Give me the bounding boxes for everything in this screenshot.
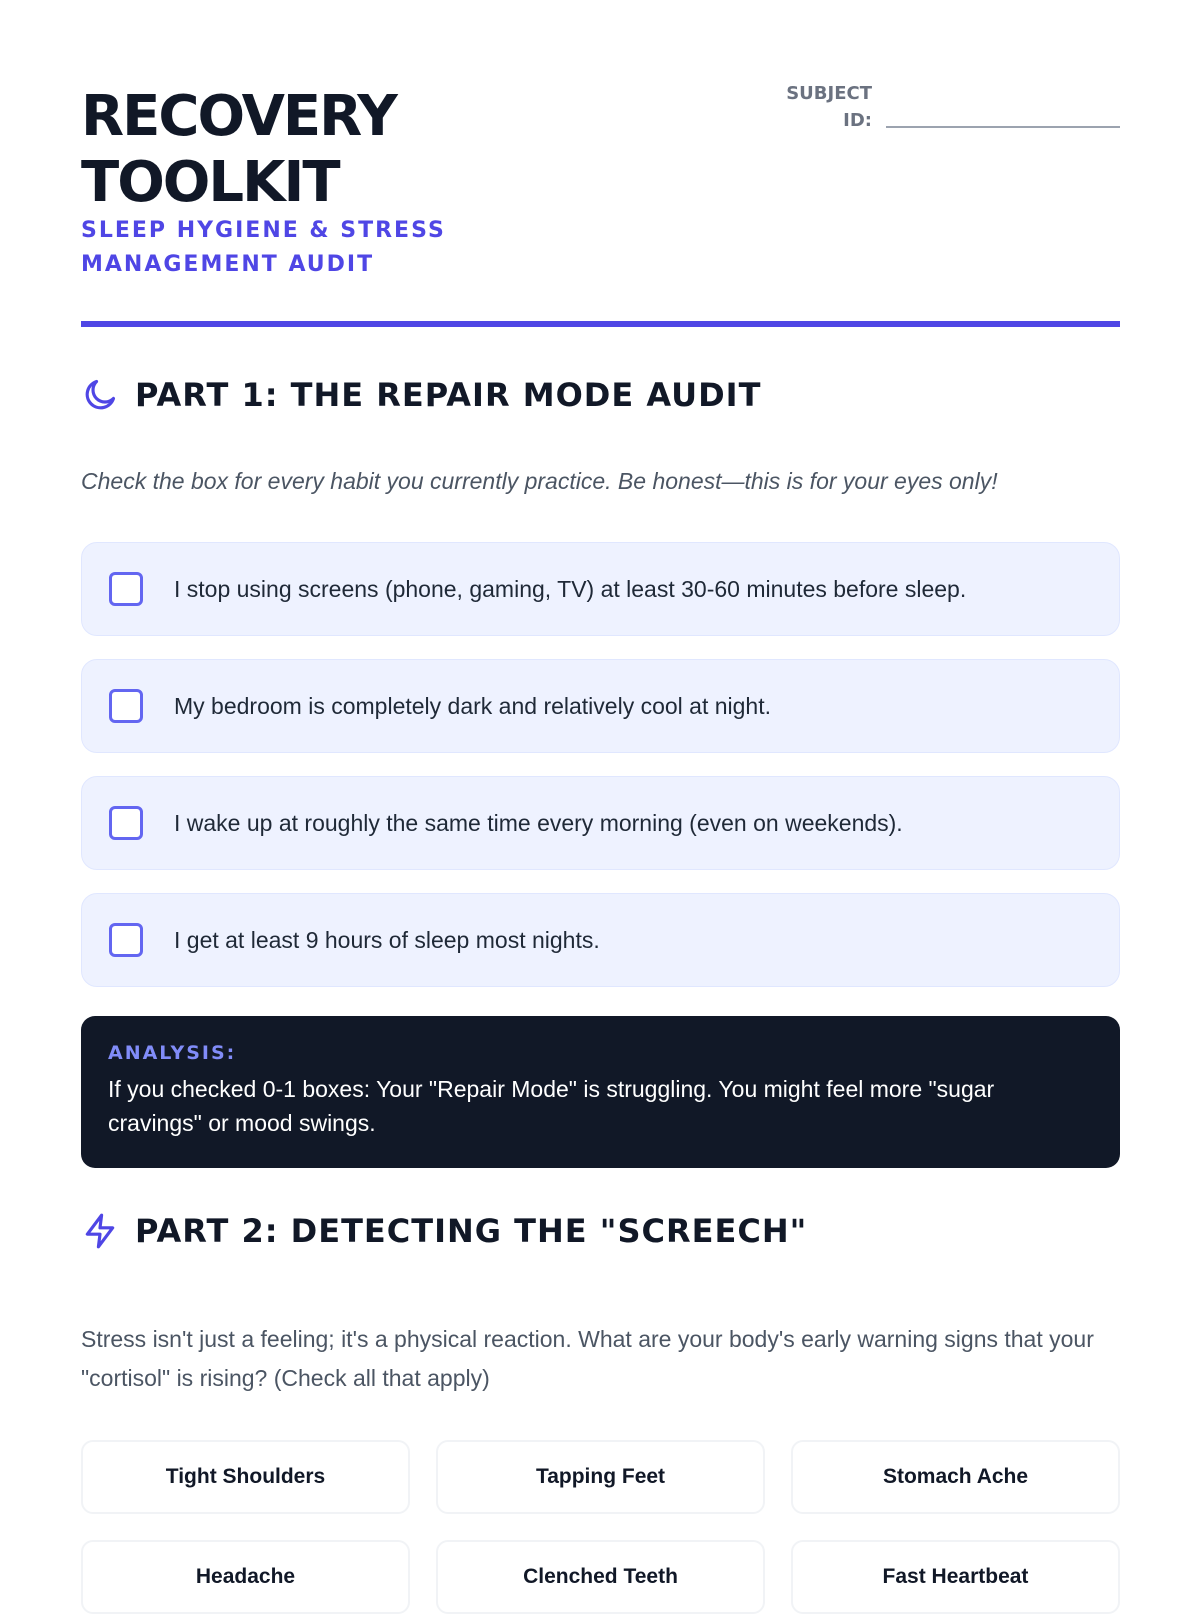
part2-title: PART 2: DETECTING THE "SCREECH" [135, 1212, 808, 1250]
part2-heading [81, 1212, 807, 1250]
header-divider [81, 321, 1120, 327]
checkbox[interactable] [109, 572, 143, 606]
part1-instruction: Check the box for every habit you currently practice. Be honest—this is for your eyes only! [81, 468, 998, 494]
symptom-option[interactable]: Clenched Teeth [436, 1540, 765, 1614]
symptom-option[interactable]: Stomach Ache [791, 1440, 1120, 1514]
analysis-box [81, 1016, 1120, 1168]
checklist-item-label: I stop using screens (phone, gaming, TV) at least 30-60 minutes before sleep. [174, 575, 967, 602]
checklist-item-label: My bedroom is completely dark and relatively cool at night. [174, 692, 772, 719]
checklist-item[interactable] [81, 893, 1120, 987]
subject-id-field [701, 80, 1120, 134]
subject-id-label [701, 80, 886, 134]
checkbox[interactable] [109, 689, 143, 723]
part1-heading [81, 376, 761, 414]
checklist-item-label: I wake up at roughly the same time every morning (even on weekends). [174, 809, 903, 836]
checklist-item-label: I get at least 9 hours of sleep most nights. [174, 926, 600, 953]
part2-instruction: Stress isn't just a feeling; it's a physical reaction. What are your body's early warning signs that your "cortisol" is rising? (Check all that apply) [81, 1326, 1094, 1391]
symptom-option[interactable]: Tight Shoulders [81, 1440, 410, 1514]
repair-mode-checklist [81, 542, 1120, 1010]
checklist-item[interactable] [81, 542, 1120, 636]
analysis-text: If you checked 0-1 boxes: Your "Repair Mode" is struggling. You might feel more "sugar cravings" or mood swings. [108, 1076, 995, 1136]
lightning-icon [81, 1212, 119, 1250]
analysis-label: ANALYSIS: [108, 1042, 237, 1064]
subject-id-label-line-1: SUBJECT [786, 83, 872, 104]
title-line-1: RECOVERY [81, 84, 396, 149]
symptom-option[interactable]: Fast Heartbeat [791, 1540, 1120, 1614]
subject-id-input-line[interactable] [886, 126, 1120, 128]
header [81, 0, 1120, 330]
worksheet-page [81, 0, 1120, 1588]
symptom-option[interactable]: Headache [81, 1540, 410, 1614]
title-line-2: TOOLKIT [81, 150, 339, 215]
symptom-grid [81, 1440, 1120, 1614]
checkbox[interactable] [109, 923, 143, 957]
part1-title: PART 1: THE REPAIR MODE AUDIT [135, 376, 762, 414]
checkbox[interactable] [109, 806, 143, 840]
moon-icon [81, 376, 119, 414]
checklist-item[interactable] [81, 659, 1120, 753]
checklist-item[interactable] [81, 776, 1120, 870]
page-title [81, 84, 641, 216]
page-subtitle: SLEEP HYGIENE & STRESS MANAGEMENT AUDIT [81, 218, 446, 277]
subject-id-label-line-2: ID: [843, 110, 872, 131]
symptom-option[interactable]: Tapping Feet [436, 1440, 765, 1514]
